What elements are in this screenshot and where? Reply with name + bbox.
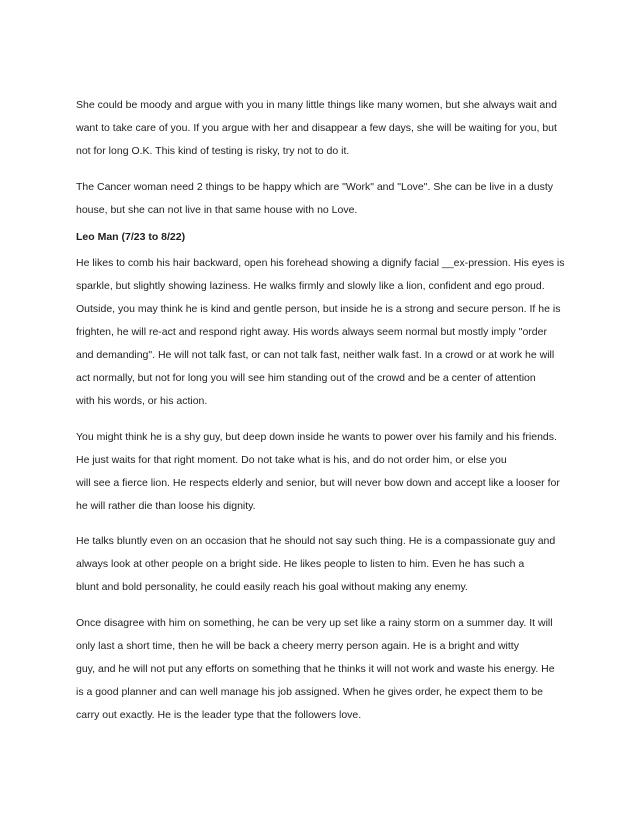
text-line: house, but she can not live in that same house with no Love.: [76, 203, 358, 216]
text-line: He talks bluntly even on an occasion that he should not say such thing. He is a compassionate guy and: [76, 535, 556, 548]
text-line: he will rather die than loose his dignity.: [76, 499, 256, 512]
text-line: He just waits for that right moment. Do not take what is his, and do not order him, or else you: [76, 453, 507, 466]
text-line: You might think he is a shy guy, but deep down inside he wants to power over his family and his friends.: [76, 430, 557, 443]
text-line: guy, and he will not put any efforts on something that he thinks it will not work and waste his energy. He: [76, 662, 555, 675]
text-line: She could be moody and argue with you in many little things like many women, but she always wait and: [76, 99, 557, 111]
section-heading-leo-man: Leo Man (7/23 to 8/22): [76, 230, 186, 243]
paragraph-leo-shy-guy: [76, 426, 568, 518]
paragraph-cancer-moody: [76, 94, 568, 163]
text-line: is a good planner and can well manage his job assigned. When he gives order, he expect them to be: [76, 685, 543, 698]
text-line: not for long O.K. This kind of testing is risky, try not to do it.: [76, 144, 350, 157]
text-line: only last a short time, then he will be back a cheery merry person again. He is a bright and witty: [76, 640, 519, 653]
text-line: with his words, or his action.: [76, 394, 208, 407]
text-line: frighten, he will re-act and respond right away. His words always seem normal but mostly imply "order: [76, 326, 547, 339]
text-line: carry out exactly. He is the leader type that the followers love.: [76, 708, 362, 721]
paragraph-leo-disagree: [76, 612, 568, 727]
text-line: will see a fierce lion. He respects elderly and senior, but will never bow down and accept like a looser for: [76, 476, 560, 489]
text-line: blunt and bold personality, he could easily reach his goal without making any enemy.: [76, 581, 468, 594]
text-line: always look at other people on a bright side. He likes people to listen to him. Even he has such a: [76, 558, 525, 571]
text-line: act normally, but not for long you will see him standing out of the crowd and be a center of attention: [76, 371, 536, 384]
paragraph-leo-blunt: [76, 530, 568, 599]
text-line: sparkle, but slightly showing laziness. He walks firmly and slowly like a lion, confident and ego proud.: [76, 280, 545, 293]
document-body: [76, 94, 568, 740]
text-line: Once disagree with him on something, he can be very up set like a rainy storm on a summer day. It will: [76, 617, 553, 630]
text-line: want to take care of you. If you argue with her and disappear a few days, she will be waiting for you, but: [76, 121, 557, 134]
text-line: Outside, you may think he is kind and gentle person, but inside he is a strong and secure person. If he is: [76, 303, 561, 316]
text-line: He likes to comb his hair backward, open his forehead showing a dignify facial __ex-pression. His eyes is: [76, 257, 565, 270]
paragraph-cancer-needs: [76, 176, 568, 222]
text-line: and demanding". He will not talk fast, or can not talk fast, neither walk fast. In a crowd or at work he will: [76, 349, 555, 362]
paragraph-leo-appearance: [76, 252, 568, 412]
text-line: The Cancer woman need 2 things to be happy which are "Work" and "Love". She can be live in a dusty: [76, 180, 553, 193]
